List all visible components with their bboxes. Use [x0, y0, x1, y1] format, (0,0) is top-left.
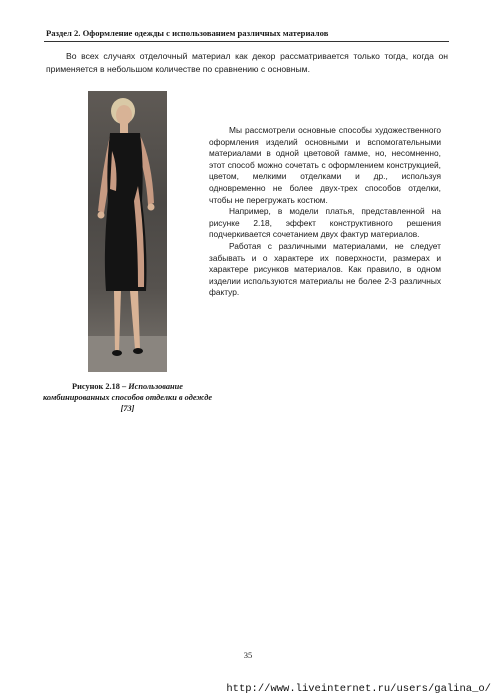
body-paragraph-3: Работая с различными материалами, не следует забывать и о характере их поверхности, размерах и характере рисунков материалов. Как правило, в одном изделии используются материалы не более 2-3 различных фактур.: [209, 240, 441, 298]
body-text: [209, 125, 441, 299]
caption-number: Рисунок 2.18 –: [72, 382, 127, 391]
body-paragraph-1: Мы рассмотрели основные способы художественного оформления изделий основными и вспомогательными материалами в одной цветовой гамме, но, несомненно, этот способ можно сочетать с оформлением конструкцией, цветом, мелкими отделками и др., используя одновременно не более двух-трех способов отделки, чтобы не перегружать костюм.: [209, 125, 441, 205]
source-watermark: http://www.liveinternet.ru/users/galina_o/: [226, 683, 491, 695]
model-dress-illustration: [88, 91, 167, 372]
page-number: 35: [243, 650, 253, 660]
figure-caption: [40, 381, 215, 414]
intro-paragraph: Во всех случаях отделочный материал как декор рассматривается только тогда, когда он применяется в небольшом количестве по сравнению с основным.: [46, 51, 448, 74]
caption-reference: [73]: [120, 404, 135, 413]
caption-title: Использование комбинированных способов отделки в одежде: [42, 382, 213, 402]
body-paragraph-2: Например, в модели платья, представленной на рисунке 2.18, эффект конструктивного решения подчеркивается сочетанием двух фактур материалов.: [209, 206, 441, 240]
figure-photo: [88, 91, 167, 372]
header-divider: [44, 41, 449, 42]
section-header: Раздел 2. Оформление одежды с использованием различных материалов: [46, 28, 329, 38]
